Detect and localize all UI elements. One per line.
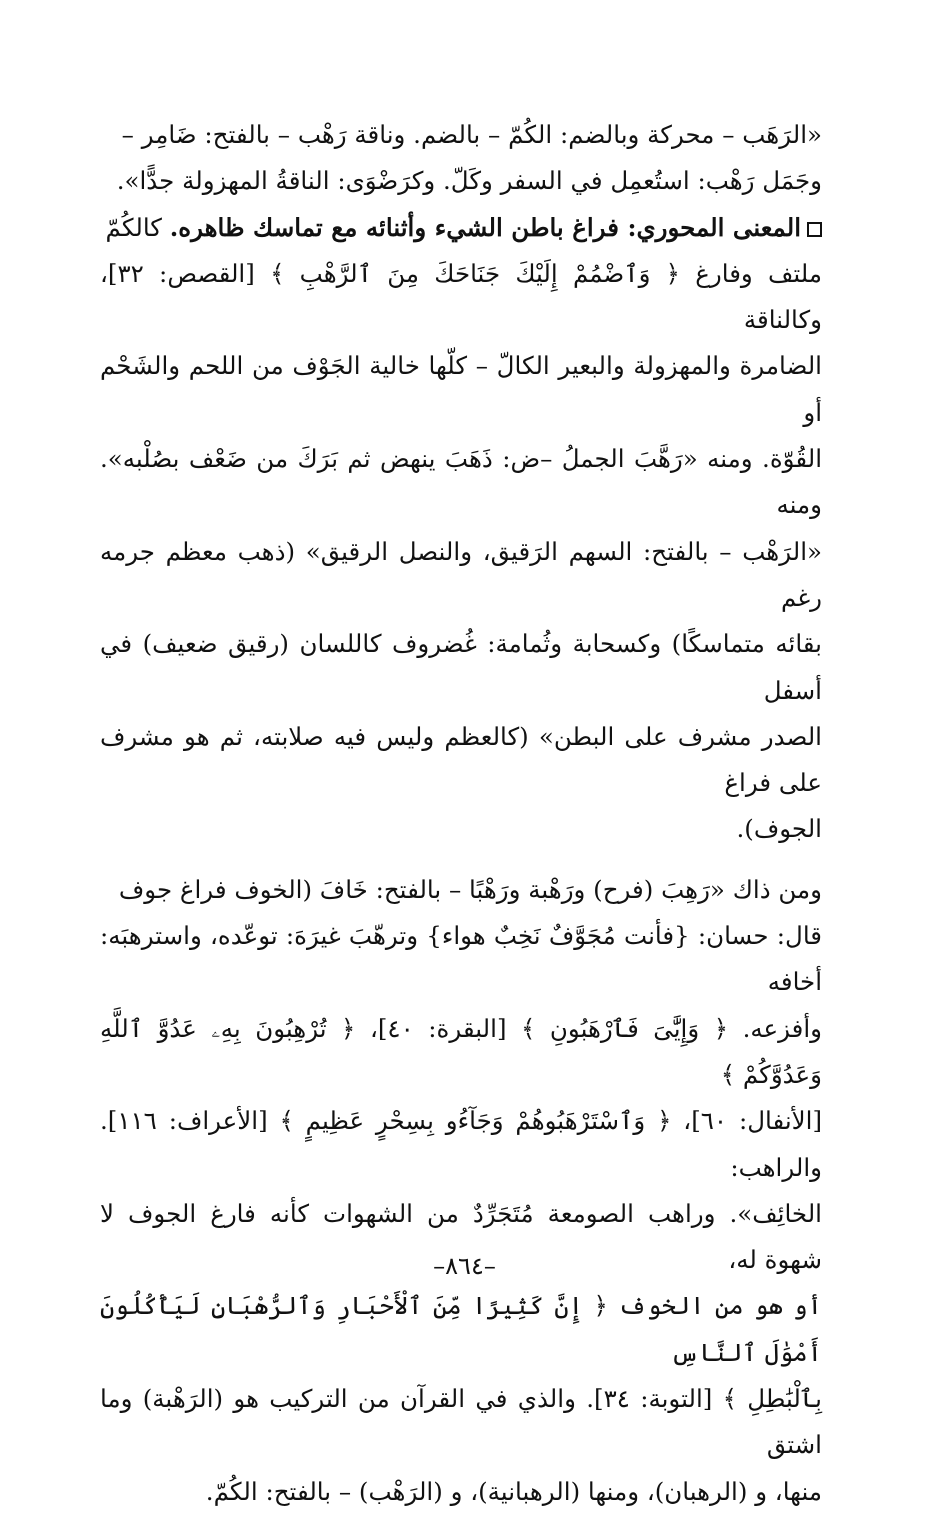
text-line: الجوف).: [736, 814, 822, 844]
text-line: قال: حسان: {فأنت مُجَوَّفٌ نَخِبٌ هواء} وترهّبَ غيرَهَ: توعّده، واسترهبَه: أخافه: [100, 921, 822, 997]
page-body: [100, 112, 822, 1515]
text-line: منها، و (الرهبان)، ومنها (الرهبانية)، و (الرَهْب) – بالفتح: الكُمّ.: [205, 1476, 822, 1506]
text-line: «الرَهَب – محركة وبالضم: الكُمّ – بالضم. وناقة رَهْب – بالفتح: ضَامِر –: [121, 120, 822, 149]
paragraph-3: [100, 867, 822, 1515]
paragraph-1: [100, 112, 822, 205]
paragraph-2: [100, 205, 822, 853]
text-line: الخائِف». وراهب الصومعة مُتَجَرِّدٌ من الشهوات كأنه فارغ الجوف لا شهوة له،: [100, 1198, 822, 1275]
section-heading: المعنى المحوري: فراغ باطن الشيء وأثنائه مع تماسك ظاهره.: [169, 212, 801, 242]
text-line: الصدر مشرف على البطن» (كالعظم وليس فيه صلابته، ثم هو مشرف على فراغ: [100, 721, 822, 798]
text-line: وأفزعه. ﴿ وَإِيَّٰىَ فَٱرْهَبُونِ ﴾ [البقرة: ٤٠]، ﴿ تُرْهِبُونَ بِهِۦ عَدُوَّ ٱللَّهِ وَعَدُوَّكُمْ ﴾: [100, 1013, 823, 1089]
square-bullet-icon: [807, 222, 822, 237]
text-line: بقائه متماسكًا) وكسحابة وثُمامة: غُضروف كاللسان (رقيق ضعيف) في أسفل: [100, 629, 822, 705]
text-line: ومن ذاك «رَهِبَ (فرح) ورَهْبة ورَهْبًا – بالفتح: خَافَ (الخوف فراغ جوف: [118, 874, 822, 904]
text-line: وجَمَل رَهْب: استُعمِل في السفر وكَلّ. وكرَضْوَى: الناقةُ المهزولة جدًّا».: [116, 166, 822, 196]
paragraph-gap: [100, 853, 822, 867]
text-line: [الأنفال: ٦٠]، ﴿ وَٱسْتَرْهَبُوهُمْ وَجَآءُو بِسِحْرٍ عَظِيمٍ ﴾ [الأعراف: ١١٦]. والراهب:: [100, 1106, 823, 1182]
text-line: القُوّة. ومنه «رَهَّبَ الجملُ –ض: ذَهَبَ ينهض ثم بَرَكَ من ضَعْف بصُلْبه». ومنه: [100, 444, 822, 520]
text-line: الضامرة والمهزولة والبعير الكالّ – كلّها خالية الجَوْف من اللحم والشَحْم أو: [100, 351, 822, 427]
text-line: كالكُمّ: [105, 212, 170, 242]
text-line: ملتف وفارغ ﴿ وَٱضْمُمْ إِلَيْكَ جَنَاحَكَ مِنَ ٱلرَّهْبِ ﴾ [القصص: ٣٢]، وكالناقة: [100, 258, 822, 335]
text-line: «الرَهْب – بالفتح: السهم الرَقيق، والنصل الرقيق» (ذهب معظم جرمه رغم: [100, 536, 822, 612]
page-number: –٨٦٤–: [433, 1252, 496, 1280]
text-line: أو هو من الخوف ﴿ إِنَّ كَثِيرًا مِّنَ ٱلْأَحْبَارِ وَٱلرُّهْبَانِ لَيَأْكُلُونَ أَمْوَٰلَ ٱلنَّاسِ: [100, 1291, 822, 1367]
text-line: بِٱلْبَٰطِلِ ﴾ [التوبة: ٣٤]. والذي في القرآن من التركيب هو (الرَهْبة) وما اشتق: [100, 1384, 822, 1460]
